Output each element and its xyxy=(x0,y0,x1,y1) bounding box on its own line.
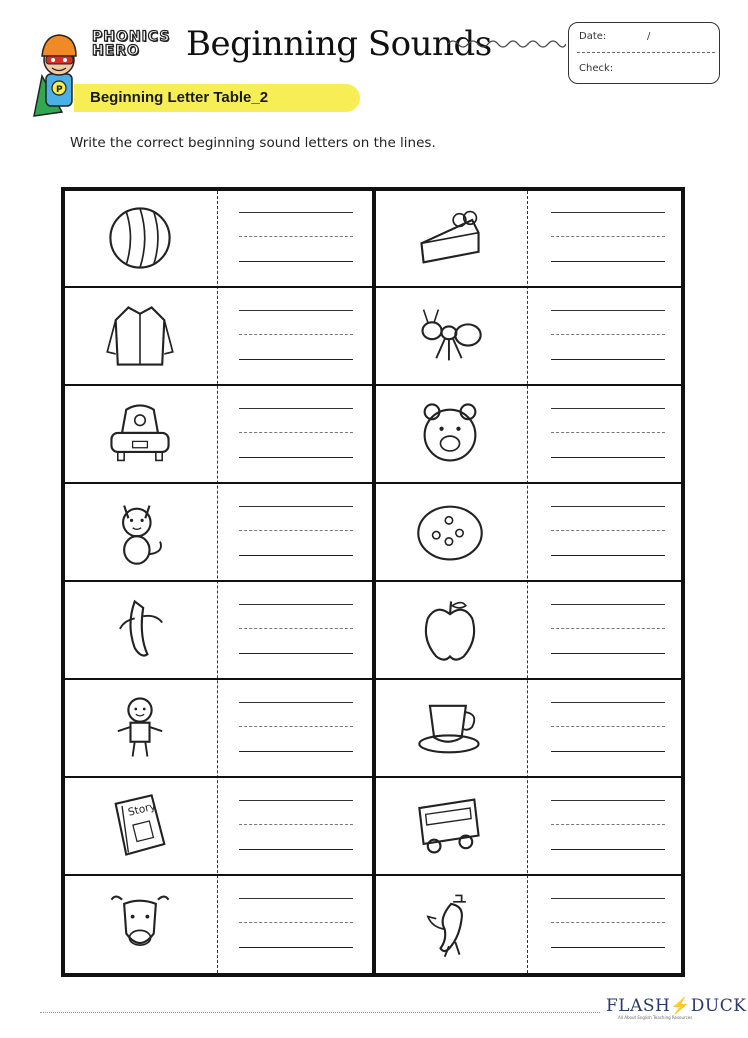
squiggle-decoration xyxy=(448,34,566,54)
writing-lines[interactable] xyxy=(551,696,665,756)
banana-icon xyxy=(65,583,215,677)
logo-line-1: PHONICS xyxy=(92,29,171,45)
bus-icon xyxy=(375,779,525,873)
bolt-icon: ⚡ xyxy=(670,996,691,1015)
coat-icon xyxy=(65,289,215,383)
row-divider xyxy=(65,678,681,680)
left-dashed-divider xyxy=(217,191,218,973)
subtitle-text: Beginning Letter Table_2 xyxy=(90,89,269,106)
svg-text:P: P xyxy=(56,85,63,95)
row-divider xyxy=(65,776,681,778)
writing-lines[interactable] xyxy=(239,402,353,462)
phonics-hero-logo xyxy=(92,29,171,59)
cookie-icon xyxy=(375,485,525,579)
writing-lines[interactable] xyxy=(239,794,353,854)
cup-icon xyxy=(375,681,525,775)
writing-lines[interactable] xyxy=(551,500,665,560)
ball-icon xyxy=(65,191,215,285)
check-label: Check: xyxy=(579,63,614,74)
brand-right: DUCK xyxy=(690,996,747,1016)
logo-line-2: HERO xyxy=(92,43,140,59)
cake-icon xyxy=(375,191,525,285)
writing-lines[interactable] xyxy=(551,304,665,364)
row-divider xyxy=(65,482,681,484)
row-divider xyxy=(65,580,681,582)
writing-lines[interactable] xyxy=(551,598,665,658)
date-label: Date: xyxy=(579,31,607,42)
right-dashed-divider xyxy=(527,191,528,973)
instruction-text: Write the correct beginning sound letters on the lines. xyxy=(70,135,436,151)
alligator-icon xyxy=(375,877,525,971)
apple-icon xyxy=(375,583,525,677)
writing-lines[interactable] xyxy=(551,892,665,952)
worksheet-table xyxy=(61,187,685,977)
bear-icon xyxy=(375,387,525,481)
writing-lines[interactable] xyxy=(239,696,353,756)
writing-lines[interactable] xyxy=(239,892,353,952)
writing-lines[interactable] xyxy=(551,402,665,462)
brand-tagline: All About English Teaching Resources xyxy=(618,1015,693,1020)
date-check-box xyxy=(568,22,720,84)
writing-lines[interactable] xyxy=(239,304,353,364)
car-icon xyxy=(65,387,215,481)
subtitle-banner xyxy=(74,84,360,112)
writing-lines[interactable] xyxy=(239,206,353,266)
writing-lines[interactable] xyxy=(551,206,665,266)
date-separator: / xyxy=(647,31,651,42)
row-divider xyxy=(65,384,681,386)
cow-icon xyxy=(65,877,215,971)
brand-left: FLASH xyxy=(606,996,671,1016)
writing-lines[interactable] xyxy=(239,598,353,658)
writing-lines[interactable] xyxy=(239,500,353,560)
date-check-divider xyxy=(577,52,715,53)
row-divider xyxy=(65,874,681,876)
cat-icon xyxy=(65,485,215,579)
svg-text:Story: Story xyxy=(126,800,157,819)
flashduck-logo xyxy=(606,996,746,1016)
book-icon xyxy=(65,779,215,873)
writing-lines[interactable] xyxy=(551,794,665,854)
row-divider xyxy=(65,286,681,288)
ant-icon xyxy=(375,289,525,383)
footer-divider xyxy=(40,1012,600,1013)
page-title: Beginning Sounds xyxy=(186,24,492,64)
boy-icon xyxy=(65,681,215,775)
